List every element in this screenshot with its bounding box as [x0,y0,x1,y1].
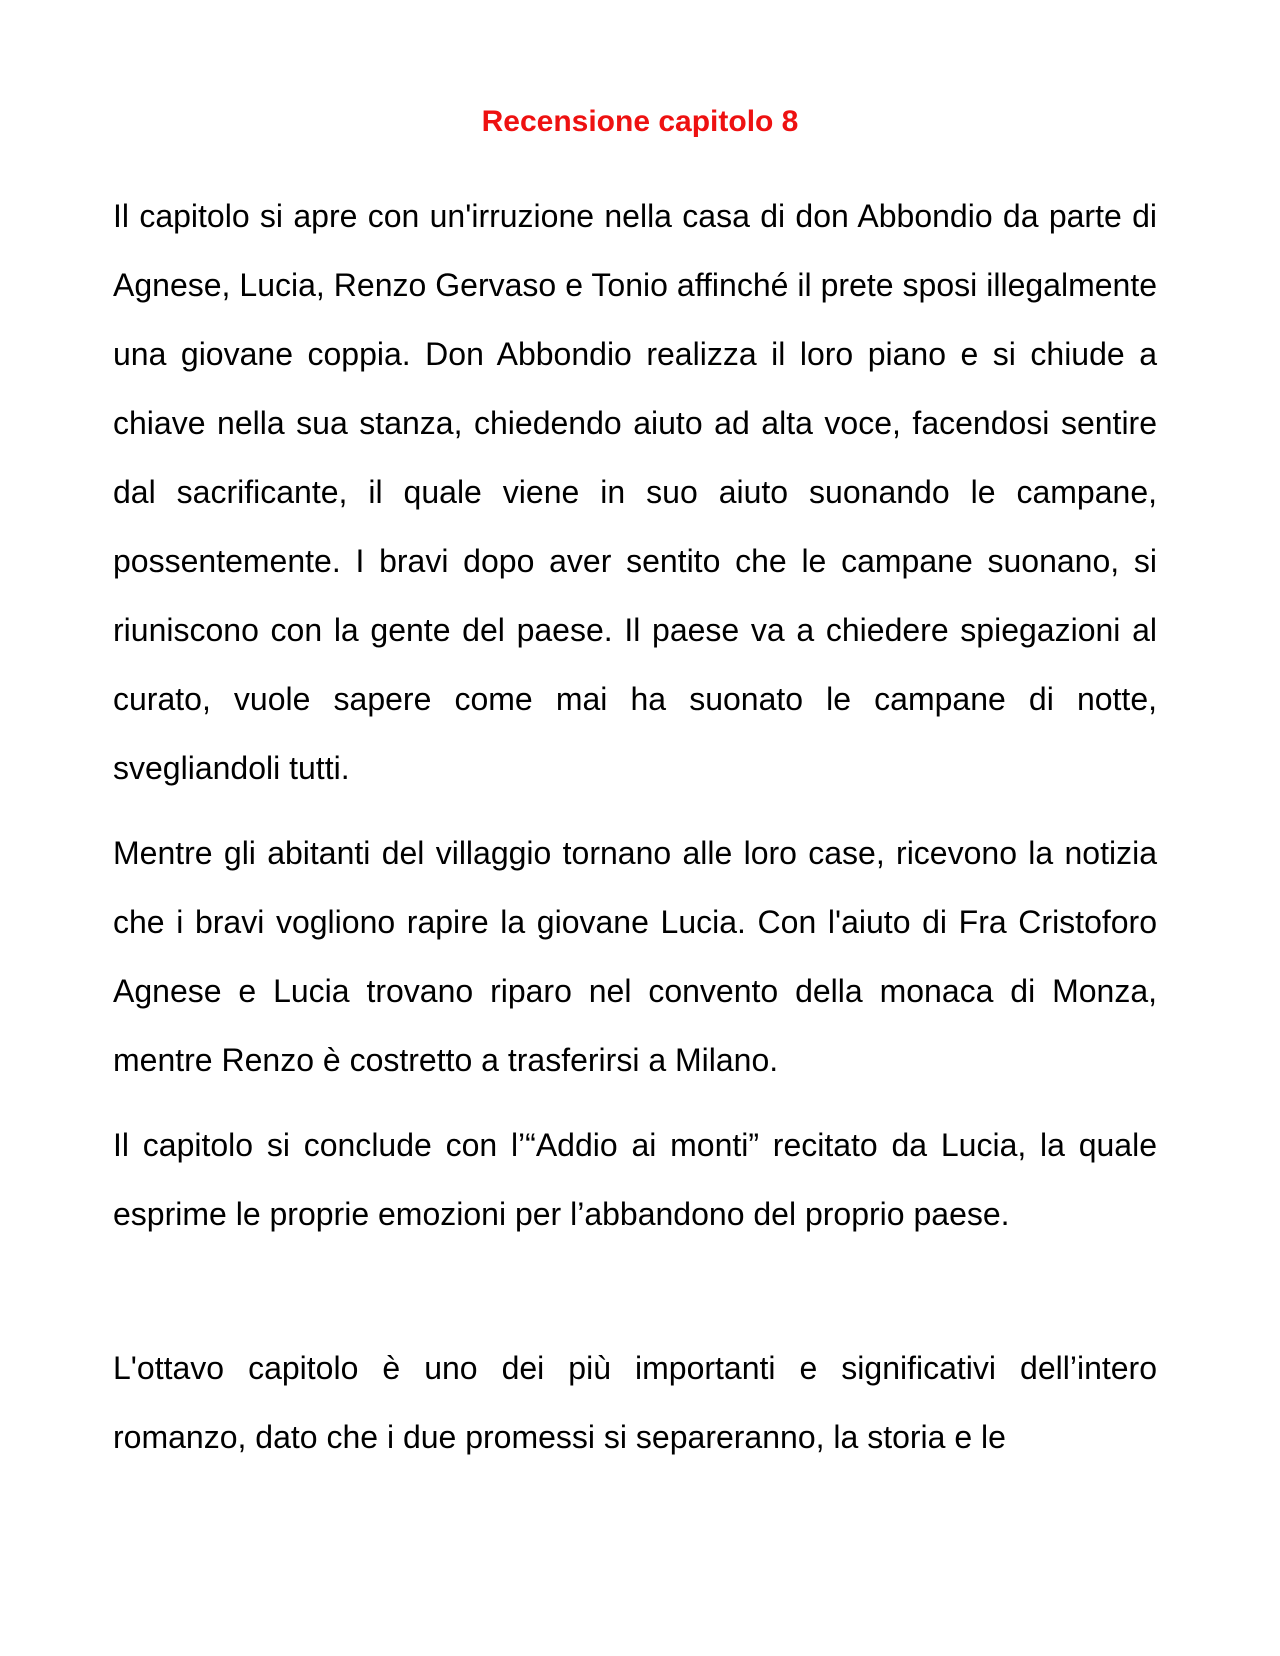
paragraph-summary-3: Il capitolo si conclude con l’“Addio ai monti” recitato da Lucia, la quale esprime le proprie emozioni per l’abbandono del proprio paese. [113,1127,1157,1232]
paragraph-commentary: L'ottavo capitolo è uno dei più importanti e significativi dell’intero romanzo, dato che i due promessi si separeranno, la storia e le [113,1350,1157,1455]
blank-line [113,1265,1157,1334]
document-title: Recensione capitolo 8 [481,105,799,138]
paragraph-summary-1: Il capitolo si apre con un'irruzione nella casa di don Abbondio da parte di Agnese, Lucia, Renzo Gervaso e Tonio affinché il prete sposi illegalmente una giovane coppia. Don Abbondio realizza il loro piano e si chiude a chiave nella sua stanza, chiedendo aiuto ad alta voce, facendosi sentire dal sacrificante, il quale viene in suo aiuto suonando le campane, possentemente. I bravi dopo aver sentito che le campane suonano, si riuniscono con la gente del paese. Il paese va a chiedere spiegazioni al curato, vuole sapere come mai ha suonato le campane di notte, svegliandoli tutti. [113,198,1157,786]
paragraph-summary-2: Mentre gli abitanti del villaggio tornano alle loro case, ricevono la notizia che i bravi vogliono rapire la giovane Lucia. Con l'aiuto di Fra Cristoforo Agnese e Lucia trovano riparo nel convento della monaca di Monza, mentre Renzo è costretto a trasferirsi a Milano. [113,835,1157,1078]
document-body [113,182,1157,1488]
